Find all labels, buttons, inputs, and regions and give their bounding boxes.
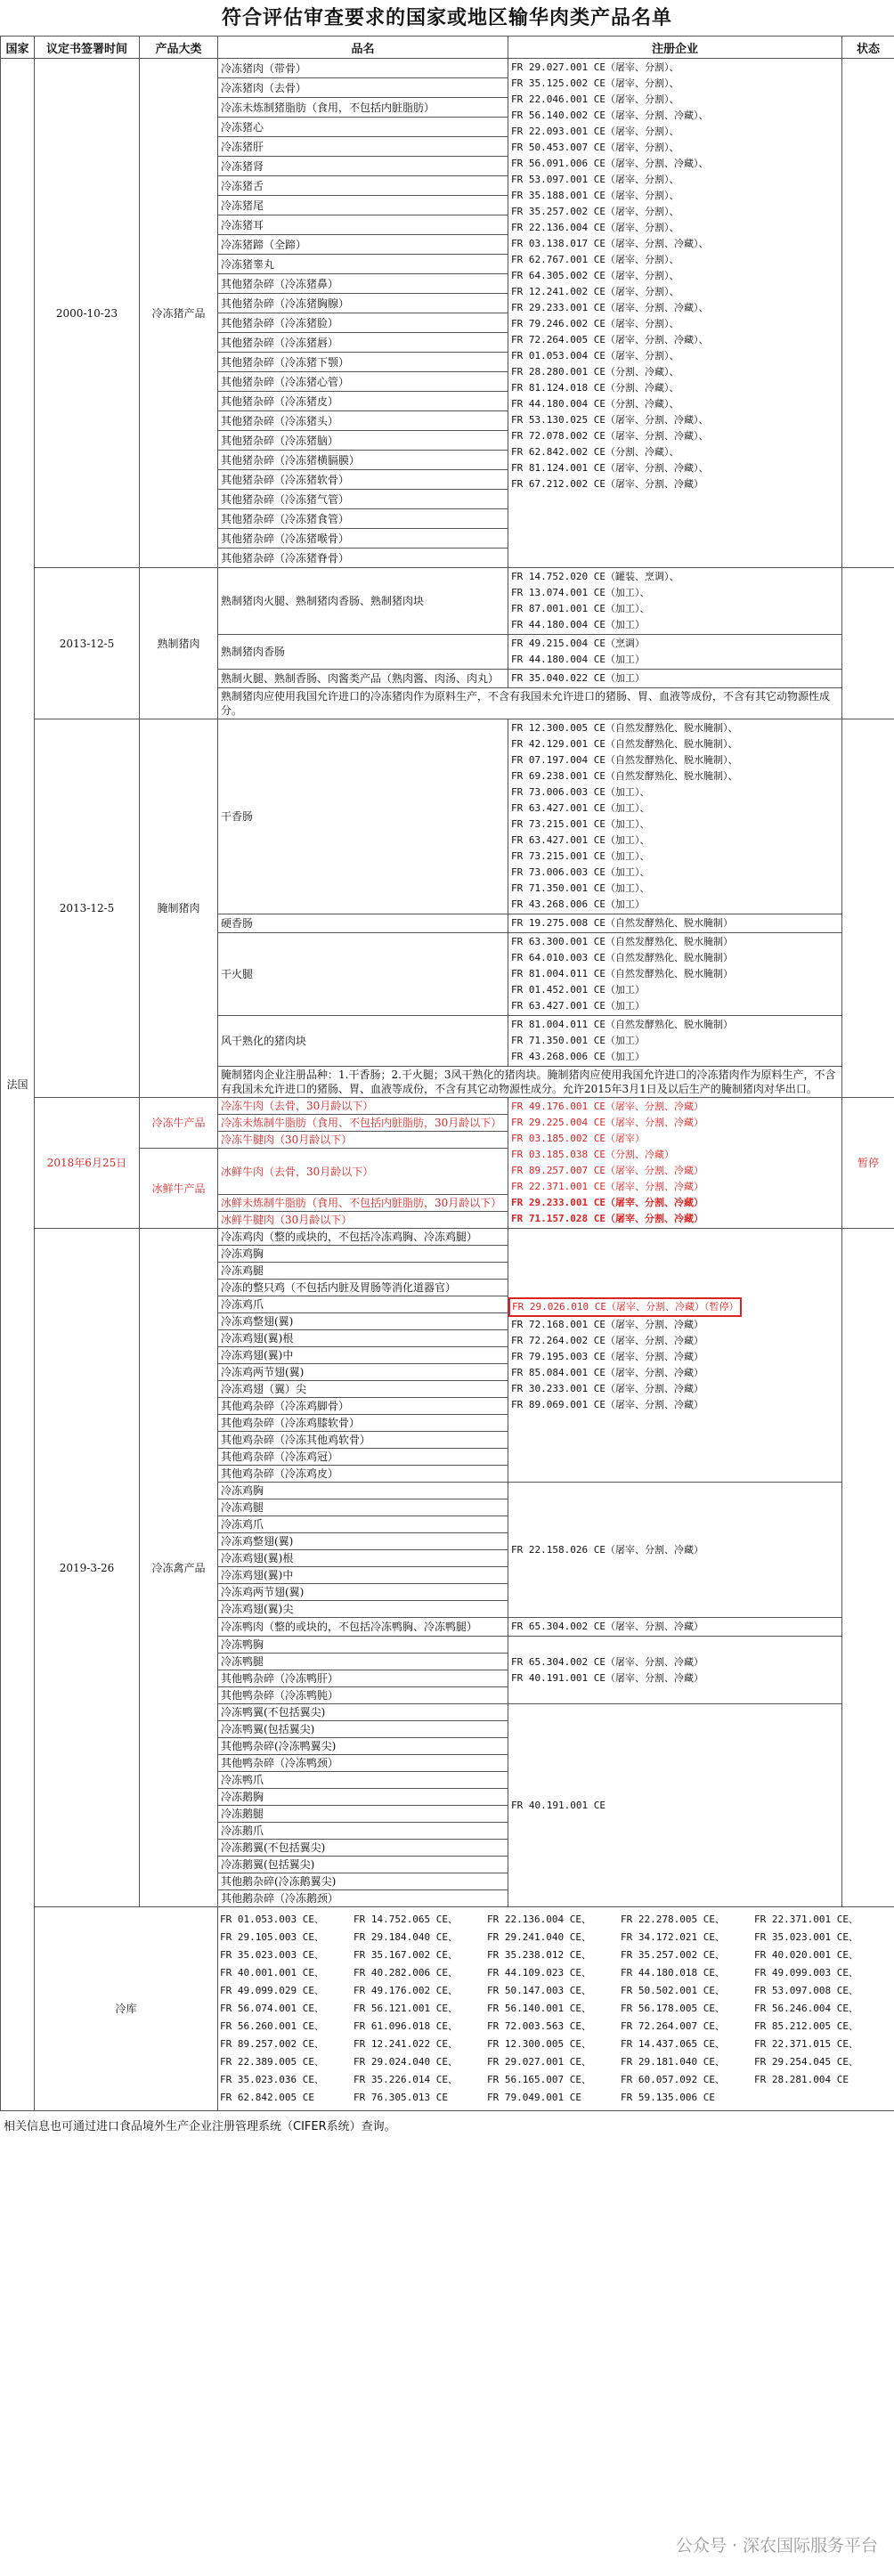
product-name: 冷冻鸭翼(包括翼尖) — [218, 1721, 508, 1738]
product-name: 冷冻猪舌 — [218, 176, 508, 196]
product-name: 冷冻鸡腿 — [218, 1499, 508, 1516]
product-name: 冷冻牛腱肉（30月龄以下） — [218, 1132, 508, 1149]
enterprise-cell: FR 81.004.011 CE（自然发酵熟化、脱水腌制） FR 71.350.001 CE（加工） FR 43.268.006 CE（加工） — [508, 1016, 842, 1067]
product-name: 冷冻未炼制牛脂肪（食用、不包括内脏脂肪，30月龄以下） — [218, 1115, 508, 1132]
product-name: 冰鲜牛肉（去骨，30月龄以下） — [218, 1149, 508, 1195]
product-name: 冷冻鸡翅(翼)根 — [218, 1330, 508, 1347]
product-name: 其他猪杂碎（冷冻猪下颚） — [218, 353, 508, 372]
enterprise-cell: FR 14.752.020 CE（罐装、烹调）、 FR 13.074.001 CE（加工）、 FR 87.001.001 CE（加工）、 FR 44.180.004 CE（加工） — [508, 568, 842, 635]
product-name: 其他鹅杂碎（冷冻鹅颈） — [218, 1890, 508, 1907]
product-name: 硬香肠 — [218, 914, 508, 933]
product-name: 冷冻鸡肉（整的或块的，不包括冷冻鸡胸、冷冻鸡腿） — [218, 1229, 508, 1246]
coldstore-column: FR 22.371.001 CE、 FR 35.023.001 CE、 FR 40.020.001 CE、 FR 49.099.003 CE、 FR 53.097.008 CE、 FR 56.246.004 CE、 FR 85.212.005 CE、 FR 22.371.015 CE、 FR 29.254.045 CE、 FR 28.281.004 CE — [754, 1914, 858, 2085]
table-row — [1, 1098, 894, 1115]
product-name: 冷冻鸡翅(翼)根 — [218, 1550, 508, 1567]
product-name: 冷冻鹅爪 — [218, 1823, 508, 1840]
product-name: 冷冻鸡翅（翼）尖 — [218, 1381, 508, 1398]
product-name: 其他猪杂碎（冷冻猪鼻） — [218, 274, 508, 294]
pork-category: 冷冻猪产品 — [140, 59, 218, 568]
product-name: 冷冻鸡整翅(翼) — [218, 1533, 508, 1550]
country-cell: 法国 — [1, 59, 35, 2111]
chicken2-enterprises: FR 22.158.026 CE（屠宰、分割、冷藏） — [508, 1483, 842, 1618]
header-category: 产品大类 — [140, 37, 218, 59]
cured-date: 2013-12-5 — [35, 719, 140, 1098]
product-name: 冰鲜牛腱肉（30月龄以下） — [218, 1212, 508, 1229]
cooked-date: 2013-12-5 — [35, 568, 140, 719]
header-status: 状态 — [842, 37, 894, 59]
enterprise-cell: FR 63.300.001 CE（自然发酵熟化、脱水腌制） FR 64.010.003 CE（自然发酵熟化、脱水腌制） FR 81.004.011 CE（自然发酵熟化、脱水腌制） FR 01.452.001 CE（加工） FR 63.427.001 CE（加工） — [508, 933, 842, 1016]
chicken-reg: FR 72.168.001 CE（屠宰、分割、冷藏） FR 72.264.002 CE（屠宰、分割、冷藏） FR 79.195.003 CE（屠宰、分割、冷藏） FR 85.084.001 CE（屠宰、分割、冷藏） FR 30.233.001 CE（屠宰、分割、冷藏） FR 89.069.001 CE（屠宰、分割、冷藏） — [511, 1319, 703, 1410]
table-row — [1, 1229, 894, 1246]
goose-enterprises: FR 40.191.001 CE — [508, 1704, 842, 1907]
product-name: 冷冻猪心 — [218, 118, 508, 137]
coldstore-label: 冷库 — [35, 1907, 218, 2111]
beef-frozen-category: 冷冻牛产品 — [140, 1098, 218, 1149]
product-name: 其他鸭杂碎（冷冻鸭颈） — [218, 1755, 508, 1772]
chicken-enterprises — [508, 1229, 842, 1483]
cooked-note: 熟制猪肉应使用我国允许进口的冷冻猪肉作为原料生产，不含有我国未允许进口的猪肠、胃、血液等成份，不含有其它动物源性成分。 — [218, 688, 842, 719]
product-name: 其他猪杂碎（冷冻猪头） — [218, 411, 508, 431]
product-name: 冷冻猪睾丸 — [218, 255, 508, 274]
product-name: 其他鸡杂碎（冷冻鸡脚骨） — [218, 1398, 508, 1415]
enterprise-cell: FR 19.275.008 CE（自然发酵熟化、脱水腌制） — [508, 914, 842, 933]
product-name: 冷冻鸭胸 — [218, 1637, 508, 1654]
coldstore-column: FR 22.136.004 CE、 FR 29.241.040 CE、 FR 35.238.012 CE、 FR 44.109.023 CE、 FR 50.147.003 CE、 FR 56.140.001 CE、 FR 72.003.563 CE、 FR 12.300.005 CE、 FR 29.027.001 CE、 FR 56.165.007 CE、 FR 79.049.001 CE — [487, 1914, 591, 2103]
enterprise-cell: FR 49.215.004 CE（烹调） FR 44.180.004 CE（加工） — [508, 635, 842, 670]
product-name: 熟制火腿、熟制香肠、肉酱类产品（熟肉酱、肉汤、肉丸） — [218, 670, 508, 688]
status-cell — [842, 1229, 894, 1907]
product-name: 冷冻鸡爪 — [218, 1516, 508, 1533]
product-name: 冷冻鸡两节翅(翼) — [218, 1364, 508, 1381]
header-date: 议定书签署时间 — [35, 37, 140, 59]
product-name: 熟制猪肉火腿、熟制猪肉香肠、熟制猪肉块 — [218, 568, 508, 635]
product-name: 冷冻鸡爪 — [218, 1296, 508, 1313]
product-name: 其他猪杂碎（冷冻猪食管） — [218, 509, 508, 529]
product-name: 其他鸡杂碎（冷冻鸡冠） — [218, 1449, 508, 1466]
header-enterprise: 注册企业 — [508, 37, 842, 59]
pork-date: 2000-10-23 — [35, 59, 140, 568]
product-table — [0, 36, 894, 2111]
product-name: 冷冻鸡翅(翼)尖 — [218, 1601, 508, 1618]
product-name: 冷冻鸡腿 — [218, 1263, 508, 1280]
product-name: 其他猪杂碎（冷冻猪喉骨） — [218, 529, 508, 549]
header-country: 国家 — [1, 37, 35, 59]
product-name: 冷冻鸡两节翅(翼) — [218, 1584, 508, 1601]
product-name: 其他鸭杂碎（冷冻鸭肝） — [218, 1670, 508, 1687]
product-name: 干香肠 — [218, 719, 508, 914]
table-row — [1, 568, 894, 635]
product-name: 冷冻鸭爪 — [218, 1772, 508, 1789]
coldstore-column: FR 14.752.065 CE、 FR 29.184.040 CE、 FR 35.167.002 CE、 FR 40.282.006 CE、 FR 49.176.002 CE、 FR 56.121.001 CE、 FR 61.096.018 CE、 FR 12.241.022 CE、 FR 29.024.040 CE、 FR 35.226.014 CE、 FR 76.305.013 CE — [354, 1914, 458, 2103]
suspended-enterprise: FR 29.026.010 CE（屠宰、分割、冷藏）（暂停） — [508, 1297, 742, 1317]
header-row — [1, 37, 894, 59]
product-name: 其他猪杂碎（冷冻猪胸腺） — [218, 294, 508, 313]
product-name: 冷冻鹅翼(包括翼尖) — [218, 1857, 508, 1873]
product-name: 冷冻鸭肉（整的或块的，不包括冷冻鸭胸、冷冻鸭腿） — [218, 1618, 508, 1637]
duck-enterprises-1: FR 65.304.002 CE（屠宰、分割、冷藏） — [508, 1618, 842, 1637]
beef-reg-normal: FR 49.176.001 CE（屠宰、分割、冷藏） FR 29.225.004 CE（屠宰、分割、冷藏） FR 03.185.002 CE（屠宰） FR 03.185.038 CE（分割、冷藏） FR 89.257.007 CE（屠宰、分割、冷藏） FR 22.371.001 CE（屠宰、分割、冷藏） — [511, 1101, 703, 1192]
poultry-date: 2019-3-26 — [35, 1229, 140, 1907]
cooked-category: 熟制猪肉 — [140, 568, 218, 719]
product-name: 冷冻未炼制猪脂肪（食用，不包括内脏脂肪） — [218, 98, 508, 118]
product-name: 其他猪杂碎（冷冻猪脊骨） — [218, 549, 508, 568]
product-name: 冷冻鸡胸 — [218, 1246, 508, 1263]
product-name: 冷冻鸡翅(翼)中 — [218, 1567, 508, 1584]
product-name: 其他鸡杂碎（冷冻其他鸡软骨） — [218, 1432, 508, 1449]
product-name: 冷冻鹅胸 — [218, 1789, 508, 1806]
product-name: 其他猪杂碎（冷冻猪软骨） — [218, 470, 508, 490]
cured-note: 腌制猪肉企业注册品种：1.干香肠；2.干火腿；3风干熟化的猪肉块。腌制猪肉应使用我国允许进口的冷冻猪肉作为原料生产，不含有我国未允许进口的猪肠、胃、血液等成份，不含有其它动物源性成分。允许2015年3月1日及以后生产的腌制猪肉对华出口。 — [218, 1067, 842, 1098]
status-cell — [842, 719, 894, 1098]
pork-enterprises: FR 29.027.001 CE（屠宰、分割）、 FR 35.125.002 CE（屠宰、分割）、 FR 22.046.001 CE（屠宰、分割）、 FR 56.140.002 CE（屠宰、分割、冷藏）、 FR 22.093.001 CE（屠宰、分割）、 FR 50.453.007 CE（屠宰、分割）、 FR 56.091.006 CE（屠宰、分割、冷藏）、 FR 53.097.001 CE（屠宰、分割）、 FR 35.188.001 CE（屠宰、分割）、 FR 35.257.002 CE（屠宰、分割）、 FR 22.136.004 CE（屠宰、分割）、 FR 03.138.017 CE（屠宰、分割、冷藏）、 FR 62.767.001 CE（屠宰、分割）、 FR 64.305.002 CE（屠宰、分割）、 FR 12.241.002 CE（屠宰、分割）、 FR 29.233.001 CE（屠宰、分割、冷藏）、 FR 79.246.002 CE（屠宰、分割）、 FR 72.264.005 CE（屠宰、分割、冷藏）、 FR 01.053.004 CE（屠宰、分割）、 FR 28.280.001 CE（分割、冷藏）、 FR 81.124.018 CE（分割、冷藏）、 FR 44.180.004 CE（分割、冷藏）、 FR 53.130.025 CE（屠宰、分割、冷藏）、 FR 72.078.002 CE（屠宰、分割、冷藏）、 FR 62.842.002 CE（分割、冷藏）、 FR 81.124.001 CE（屠宰、分割、冷藏）、 FR 67.212.002 CE（屠宰、分割、冷藏） — [508, 59, 842, 568]
product-name: 冷冻猪肉（去骨） — [218, 78, 508, 98]
product-name: 其他猪杂碎（冷冻猪心管） — [218, 372, 508, 392]
beef-status: 暂停 — [842, 1098, 894, 1229]
product-name: 冷冻鸡整翅(翼) — [218, 1313, 508, 1330]
product-name: 其他鸡杂碎（冷冻鸡皮） — [218, 1466, 508, 1483]
product-name: 冷冻的整只鸡（不包括内脏及胃肠等消化道器官） — [218, 1280, 508, 1296]
product-name: 冷冻猪蹄（全蹄） — [218, 235, 508, 255]
product-name: 其他鹅杂碎(冷冻鹅翼尖) — [218, 1873, 508, 1890]
enterprise-cell: FR 35.040.022 CE（加工） — [508, 670, 842, 688]
product-name: 其他猪杂碎（冷冻猪脑） — [218, 431, 508, 451]
beef-date: 2018年6月25日 — [35, 1098, 140, 1229]
product-name: 冷冻鸭翼(不包括翼尖) — [218, 1704, 508, 1721]
product-name: 冷冻鸡翅(翼)中 — [218, 1347, 508, 1364]
product-name: 干火腿 — [218, 933, 508, 1016]
product-name: 冷冻鸭腿 — [218, 1654, 508, 1670]
cured-category: 腌制猪肉 — [140, 719, 218, 1098]
coldstore-list — [218, 1907, 894, 2111]
product-name: 其他鸡杂碎（冷冻鸡膝软骨） — [218, 1415, 508, 1432]
product-name: 冷冻猪尾 — [218, 196, 508, 215]
duck-enterprises-2: FR 65.304.002 CE（屠宰、分割、冷藏） FR 40.191.001 CE（屠宰、分割、冷藏） — [508, 1637, 842, 1704]
beef-chilled-category: 冰鲜牛产品 — [140, 1149, 218, 1229]
product-name: 冷冻鹅翼(不包括翼尖) — [218, 1840, 508, 1857]
product-name: 冷冻鹅腿 — [218, 1806, 508, 1823]
product-name: 其他猪杂碎（冷冻猪唇） — [218, 333, 508, 353]
product-name: 其他猪杂碎（冷冻猪横膈膜） — [218, 451, 508, 470]
product-name: 其他鸭杂碎（冷冻鸭肫） — [218, 1687, 508, 1704]
product-name: 其他猪杂碎（冷冻猪皮） — [218, 392, 508, 411]
enterprise-cell: FR 12.300.005 CE（自然发酵熟化、脱水腌制）、 FR 42.129.001 CE（自然发酵熟化、脱水腌制）、 FR 07.197.004 CE（自然发酵熟化、脱水腌制）、 FR 69.238.001 CE（自然发酵熟化、脱水腌制）、 FR 73.006.003 CE（加工）、 FR 63.427.001 CE（加工）、 FR 73.215.001 CE（加工）、 FR 63.427.001 CE（加工）、 FR 73.215.001 CE（加工）、 FR 73.006.003 CE（加工）、 FR 71.350.001 CE（加工）、 FR 43.268.006 CE（加工） — [508, 719, 842, 914]
table-row — [1, 719, 894, 914]
table-row — [1, 1907, 894, 2111]
product-name: 熟制猪肉香肠 — [218, 635, 508, 670]
product-name: 冷冻鸡胸 — [218, 1483, 508, 1499]
product-name: 冷冻牛肉（去骨，30月龄以下） — [218, 1098, 508, 1115]
beef-enterprises — [508, 1098, 842, 1229]
product-name: 其他鸭杂碎(冷冻鸭翼尖) — [218, 1738, 508, 1755]
table-row — [1, 59, 894, 78]
coldstore-column: FR 01.053.003 CE、 FR 29.105.003 CE、 FR 35.023.003 CE、 FR 40.001.001 CE、 FR 49.099.029 CE、 FR 56.074.001 CE、 FR 56.260.001 CE、 FR 89.257.002 CE、 FR 22.389.005 CE、 FR 35.023.036 CE、 FR 62.842.005 CE — [220, 1914, 324, 2103]
product-name: 风干熟化的猪肉块 — [218, 1016, 508, 1067]
product-name: 冰鲜未炼制牛脂肪（食用、不包括内脏脂肪，30月龄以下） — [218, 1195, 508, 1212]
product-name: 冷冻猪肉（带骨） — [218, 59, 508, 78]
product-name: 冷冻猪肝 — [218, 137, 508, 157]
page-title: 符合评估审查要求的国家或地区输华肉类产品名单 — [221, 6, 672, 29]
product-name: 冷冻猪肾 — [218, 157, 508, 176]
poultry-category: 冷冻禽产品 — [140, 1229, 218, 1907]
status-cell — [842, 568, 894, 719]
watermark: 公众号 · 深农国际服务平台 — [675, 2536, 878, 2556]
product-name: 其他猪杂碎（冷冻猪脸） — [218, 313, 508, 333]
product-name: 冷冻猪耳 — [218, 215, 508, 235]
coldstore-column: FR 22.278.005 CE、 FR 34.172.021 CE、 FR 35.257.002 CE、 FR 44.180.018 CE、 FR 50.502.001 CE、 FR 56.178.005 CE、 FR 72.264.007 CE、 FR 14.437.065 CE、 FR 29.181.040 CE、 FR 60.057.092 CE、 FR 59.135.006 CE — [621, 1914, 725, 2103]
header-product: 品名 — [218, 37, 508, 59]
status-cell — [842, 59, 894, 568]
beef-reg-bold: FR 29.233.001 CE（屠宰、分割、冷藏） FR 71.157.028 CE（屠宰、分割、冷藏） — [511, 1197, 703, 1224]
product-name: 其他猪杂碎（冷冻猪气管） — [218, 490, 508, 509]
footer-note: 相关信息也可通过进口食品境外生产企业注册管理系统（CIFER系统）查询。 — [4, 2120, 396, 2133]
